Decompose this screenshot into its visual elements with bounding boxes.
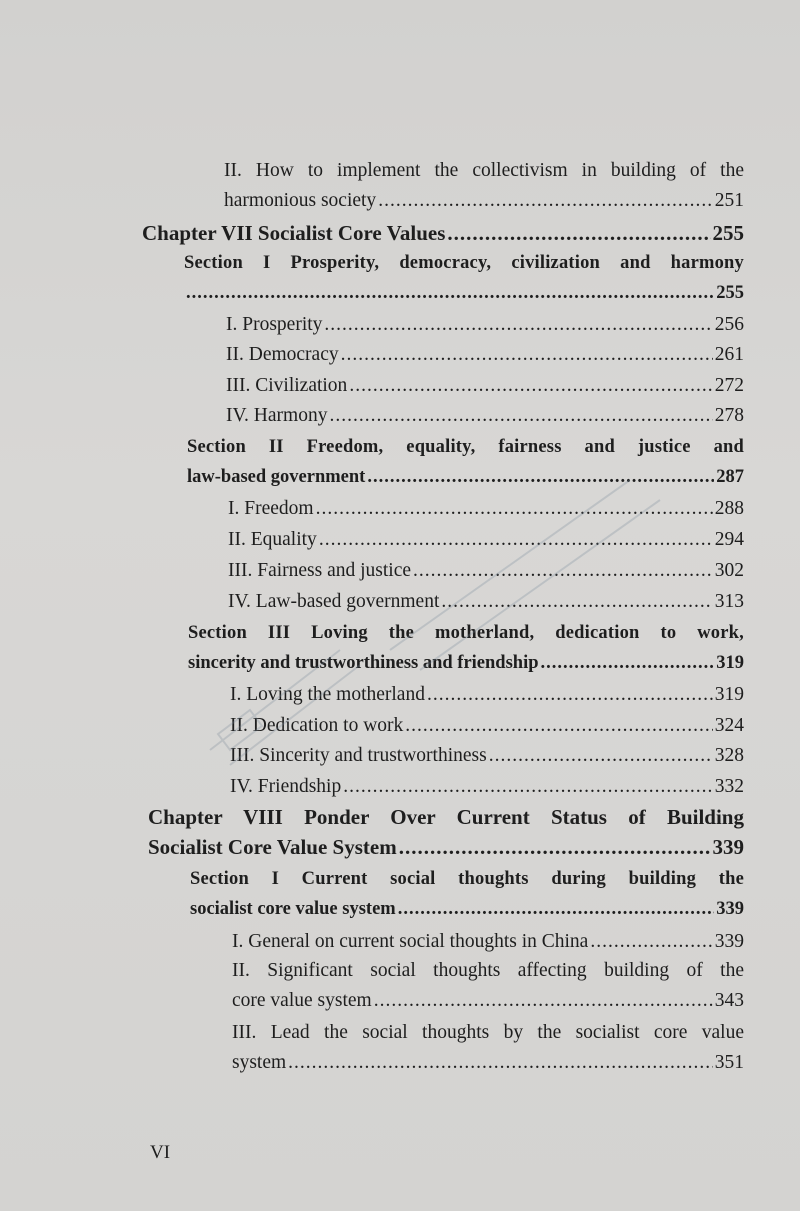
toc-chapter-title: Chapter VIII Ponder Over Current Status of Building [148, 805, 744, 829]
toc-section-title: Section I Prosperity, democracy, civilization and harmony [184, 253, 744, 273]
toc-page-number: 339 [714, 931, 744, 952]
dot-leader [186, 278, 714, 308]
dot-leader [405, 711, 712, 741]
dot-leader [324, 310, 712, 340]
toc-section-title: Section I Current social thoughts during building the [190, 869, 744, 889]
toc-page-number: 328 [714, 745, 744, 766]
page-folio: VI [150, 1142, 171, 1163]
toc-chapter-title-cont: Socialist Core Value System [148, 835, 397, 859]
dot-leader [316, 494, 713, 524]
dot-leader [413, 556, 713, 586]
toc-page-number: 313 [714, 591, 744, 612]
dot-leader [398, 894, 715, 924]
toc-section-title-cont: sincerity and trustworthiness and friendship [188, 653, 539, 673]
toc-entry [232, 956, 744, 1016]
toc-page-number: 272 [714, 375, 744, 396]
dot-leader [427, 680, 713, 710]
toc-entry-title: II. How to implement the collectivism in building of the [224, 160, 744, 181]
toc-section [190, 864, 744, 924]
toc-entry [230, 711, 744, 741]
toc-page-number: 261 [714, 344, 744, 365]
toc-page-number: 302 [714, 560, 744, 581]
dot-leader [374, 986, 713, 1016]
toc-page-number: 256 [714, 314, 744, 335]
toc-entry-title: I. Freedom [228, 498, 314, 519]
toc-entry [230, 680, 744, 710]
toc-entry-title: IV. Law-based government [228, 591, 440, 612]
toc-entry-title-cont: harmonious society [224, 190, 377, 211]
toc-section [188, 618, 744, 678]
dot-leader [399, 832, 711, 862]
dot-leader [341, 340, 713, 370]
toc-page-number: 288 [714, 498, 744, 519]
toc-entry-title: II. Dedication to work [230, 715, 404, 736]
dot-leader [447, 218, 710, 248]
toc-entry-title: I. General on current social thoughts in China [232, 931, 589, 952]
dot-leader [378, 186, 713, 216]
toc-page-number: 319 [716, 653, 744, 673]
toc-entry [230, 772, 744, 802]
toc-entry-title-cont: core value system [232, 990, 372, 1011]
toc-page-number: 343 [714, 990, 744, 1011]
toc-page-number: 339 [716, 899, 744, 919]
toc-section-title: Section III Loving the motherland, dedication to work, [188, 623, 744, 643]
toc-entry-title: IV. Harmony [226, 405, 328, 426]
toc-chapter-title: Chapter VII Socialist Core Values [142, 221, 446, 245]
toc-section-title: Section II Freedom, equality, fairness and justice and [187, 437, 744, 457]
dot-leader [590, 927, 712, 957]
toc-entry-title: III. Fairness and justice [228, 560, 412, 581]
toc-section [187, 432, 744, 492]
toc-page-number: 294 [714, 529, 744, 550]
toc-page-number: 332 [714, 776, 744, 797]
toc-page-number: 351 [714, 1052, 744, 1073]
toc-section [184, 248, 744, 308]
toc-entry-title: II. Equality [228, 529, 317, 550]
toc-entry [232, 1018, 744, 1078]
dot-leader [319, 525, 713, 555]
toc-entry-title-cont: system [232, 1052, 287, 1073]
toc-entry-title: II. Democracy [226, 344, 339, 365]
toc-entry [230, 741, 744, 771]
toc-entry [232, 927, 744, 957]
toc-chapter [148, 802, 744, 862]
dot-leader [367, 462, 714, 492]
toc-entry [226, 310, 744, 340]
toc-entry [228, 556, 744, 586]
toc-entry [228, 494, 744, 524]
toc-entry [226, 340, 744, 370]
toc-page-number: 339 [712, 835, 744, 859]
toc-entry [228, 587, 744, 617]
dot-leader [343, 772, 713, 802]
toc-entry-title: II. Significant social thoughts affecting building of the [232, 960, 744, 981]
toc-entry-title: III. Lead the social thoughts by the socialist core value [232, 1022, 744, 1043]
dot-leader [329, 401, 712, 431]
dot-leader [489, 741, 713, 771]
toc-entry-title: I. Loving the motherland [230, 684, 425, 705]
toc-page-number: 324 [714, 715, 744, 736]
toc-page-number: 255 [712, 221, 744, 245]
toc-entry [228, 525, 744, 555]
dot-leader [441, 587, 712, 617]
toc-entry [226, 371, 744, 401]
toc-chapter [142, 218, 744, 248]
toc-page-number: 319 [714, 684, 744, 705]
toc-entry [224, 156, 744, 216]
toc-page-number: 278 [714, 405, 744, 426]
toc-section-title-cont: law-based government [187, 467, 366, 487]
toc-section-title-cont: socialist core value system [190, 899, 396, 919]
toc-page-number: 287 [716, 467, 744, 487]
toc-entry-title: IV. Friendship [230, 776, 342, 797]
toc-entry [226, 401, 744, 431]
dot-leader [349, 371, 712, 401]
toc-page-number: 255 [716, 283, 744, 303]
toc-page-number: 251 [714, 190, 744, 211]
dot-leader [288, 1048, 713, 1078]
toc-entry-title: III. Civilization [226, 375, 348, 396]
dot-leader [541, 648, 715, 678]
toc-entry-title: I. Prosperity [226, 314, 323, 335]
toc-entry-title: III. Sincerity and trustworthiness [230, 745, 487, 766]
